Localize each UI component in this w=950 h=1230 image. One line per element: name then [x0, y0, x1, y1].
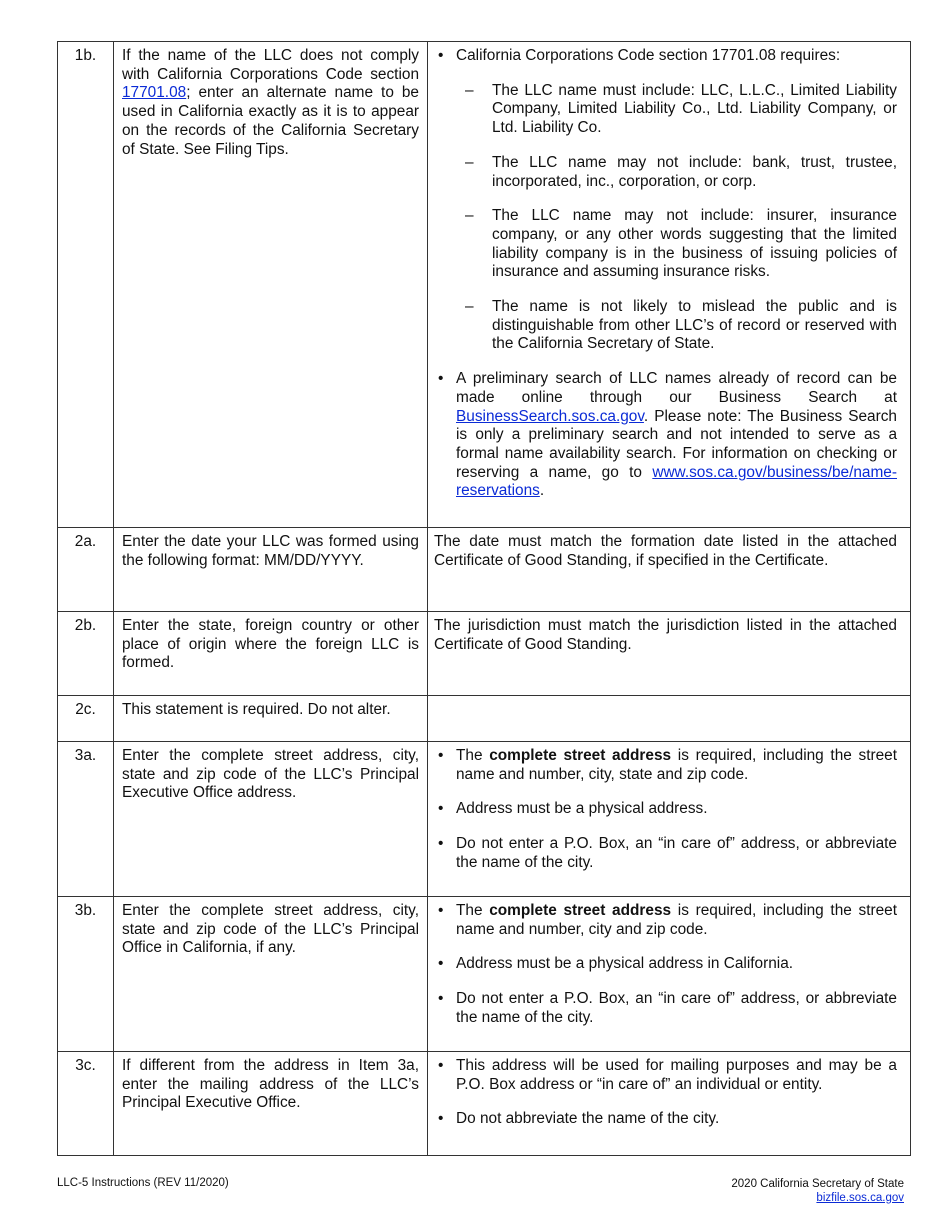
- item-number: 2a.: [58, 528, 114, 612]
- note-text: . Please note: The Business Search is only a preliminary search and not intended to serve as a formal name availability search. For information on checking or reserving a name, go to: [456, 407, 897, 481]
- notes-cell: [428, 42, 911, 528]
- table-row: [58, 612, 911, 696]
- instruction-cell: [114, 1052, 428, 1156]
- instruction-cell: [114, 42, 428, 528]
- notes-cell: [428, 897, 911, 1052]
- table-row: [58, 742, 911, 897]
- name-reservations-link[interactable]: www.sos.ca.gov/business/be/name-reservations: [456, 463, 897, 500]
- list-item: [435, 207, 897, 282]
- instruction-cell: [114, 696, 428, 742]
- footer-right: [731, 1177, 904, 1205]
- bullet-icon: •: [438, 370, 444, 388]
- note-text: The name is not likely to mislead the public and is distinguishable from other LLC’s of record or reserved with the California Secretary of State.: [492, 298, 897, 353]
- instruction-cell: [114, 897, 428, 1052]
- instruction-cell: [114, 612, 428, 696]
- note-text: Do not abbreviate the name of the city.: [456, 1110, 720, 1128]
- bizfile-link[interactable]: bizfile.sos.ca.gov: [816, 1192, 904, 1204]
- instruction-text: Enter the state, foreign country or other place of origin where the foreign LLC is formed.: [122, 617, 419, 672]
- bullet-icon: •: [438, 747, 444, 764]
- business-search-link[interactable]: BusinessSearch.sos.ca.gov: [456, 407, 644, 425]
- list-item: [435, 902, 897, 939]
- item-number: 1b.: [58, 42, 114, 528]
- dash-icon: –: [465, 153, 474, 171]
- table-row: [58, 42, 911, 528]
- table-row: [58, 528, 911, 612]
- instruction-text: Enter the date your LLC was formed using the following format: MM/DD/YYYY.: [122, 533, 419, 569]
- note-emphasis: complete street address: [489, 902, 672, 919]
- notes-cell: [428, 528, 911, 612]
- list-item: [435, 835, 897, 872]
- note-text: A preliminary search of LLC names already of record can be made online through our Business Search at: [456, 370, 897, 406]
- bullet-icon: •: [438, 990, 444, 1008]
- notes-cell: [428, 696, 911, 742]
- table-row: [58, 1052, 911, 1156]
- note-text: The LLC name may not include: bank, trust, trustee, incorporated, inc., corporation, or corp.: [492, 153, 897, 190]
- list-item: [435, 800, 897, 819]
- dash-icon: –: [465, 207, 474, 225]
- note-text: Do not enter a P.O. Box, an “in care of” address, or abbreviate the name of the city.: [456, 835, 897, 871]
- instruction-cell: [114, 742, 428, 897]
- instruction-text: Enter the complete street address, city, state and zip code of the LLC’s Principal Executive Office address.: [122, 747, 419, 802]
- note-text: Do not enter a P.O. Box, an “in care of” address, or abbreviate the name of the city.: [456, 990, 897, 1026]
- list-item: [435, 1110, 897, 1129]
- note-text: The LLC name must include: LLC, L.L.C., Limited Liability Company, Limited Liability Co., Ltd. Liability Company, or Ltd. Liability Co.: [492, 81, 897, 137]
- table-row: [58, 696, 911, 742]
- note-text: The jurisdiction must match the jurisdiction listed in the attached Certificate of Good Standing.: [434, 617, 897, 653]
- instruction-cell: [114, 528, 428, 612]
- list-item: [435, 955, 897, 974]
- bullet-icon: •: [438, 902, 444, 919]
- instruction-text: If different from the address in Item 3a, enter the mailing address of the LLC’s Principal Executive Office.: [122, 1057, 419, 1112]
- form-revision: LLC-5 Instructions (REV 11/2020): [57, 1177, 229, 1189]
- table-row: [58, 897, 911, 1052]
- instruction-text: If the name of the LLC does not comply with California Corporations Code section: [122, 47, 419, 83]
- note-text: The LLC name may not include: insurer, insurance company, or any other words suggesting that the limited liability company is in the business of issuing policies of insurance and assuming insurance risks.: [492, 207, 897, 281]
- item-number: 3a.: [58, 742, 114, 897]
- note-text: is required, including the street name and number, city and zip code.: [456, 902, 897, 938]
- item-number: 3c.: [58, 1052, 114, 1156]
- notes-cell: [428, 1052, 911, 1156]
- bullet-icon: •: [438, 1057, 444, 1074]
- notes-cell: [428, 742, 911, 897]
- bullet-icon: •: [438, 47, 444, 64]
- note-text: California Corporations Code section 17701.08 requires:: [456, 47, 841, 64]
- note-text: The: [456, 902, 490, 919]
- bullet-icon: •: [438, 955, 444, 973]
- note-text: Address must be a physical address.: [456, 800, 708, 818]
- note-text: The date must match the formation date listed in the attached Certificate of Good Standing, if specified in the Certificate.: [434, 533, 897, 569]
- bullet-icon: •: [438, 835, 444, 853]
- bullet-icon: •: [438, 1110, 444, 1128]
- dash-icon: –: [465, 298, 474, 316]
- dash-icon: –: [465, 81, 474, 99]
- list-item: [435, 990, 897, 1027]
- instruction-text: This statement is required. Do not alter.: [122, 701, 391, 718]
- copyright-text: 2020 California Secretary of State: [731, 1178, 904, 1190]
- item-number: 2b.: [58, 612, 114, 696]
- list-item: [435, 47, 897, 354]
- list-item: [435, 154, 897, 191]
- list-item: [435, 747, 897, 784]
- note-text: .: [539, 482, 545, 500]
- item-number: 3b.: [58, 897, 114, 1052]
- code-section-link[interactable]: 17701.08: [122, 84, 187, 102]
- instructions-table: [57, 41, 911, 1156]
- list-item: [435, 1057, 897, 1094]
- notes-cell: [428, 612, 911, 696]
- note-text: The: [456, 747, 490, 764]
- bullet-icon: •: [438, 800, 444, 818]
- list-item: [435, 82, 897, 138]
- instruction-text: ; enter an alternate name to be used in California exactly as it is to appear on the records of the California Secretary of State. See Filing Tips.: [122, 84, 419, 158]
- list-item: [435, 298, 897, 354]
- item-number: 2c.: [58, 696, 114, 742]
- note-text: This address will be used for mailing purposes and may be a P.O. Box address or “in care of” an individual or entity.: [456, 1057, 897, 1093]
- list-item: [435, 370, 897, 501]
- note-emphasis: complete street address: [489, 747, 672, 764]
- note-text: is required, including the street name and number, city, state and zip code.: [456, 747, 897, 783]
- instruction-text: Enter the complete street address, city, state and zip code of the LLC’s Principal Office in California, if any.: [122, 902, 419, 957]
- note-text: Address must be a physical address in California.: [456, 955, 794, 973]
